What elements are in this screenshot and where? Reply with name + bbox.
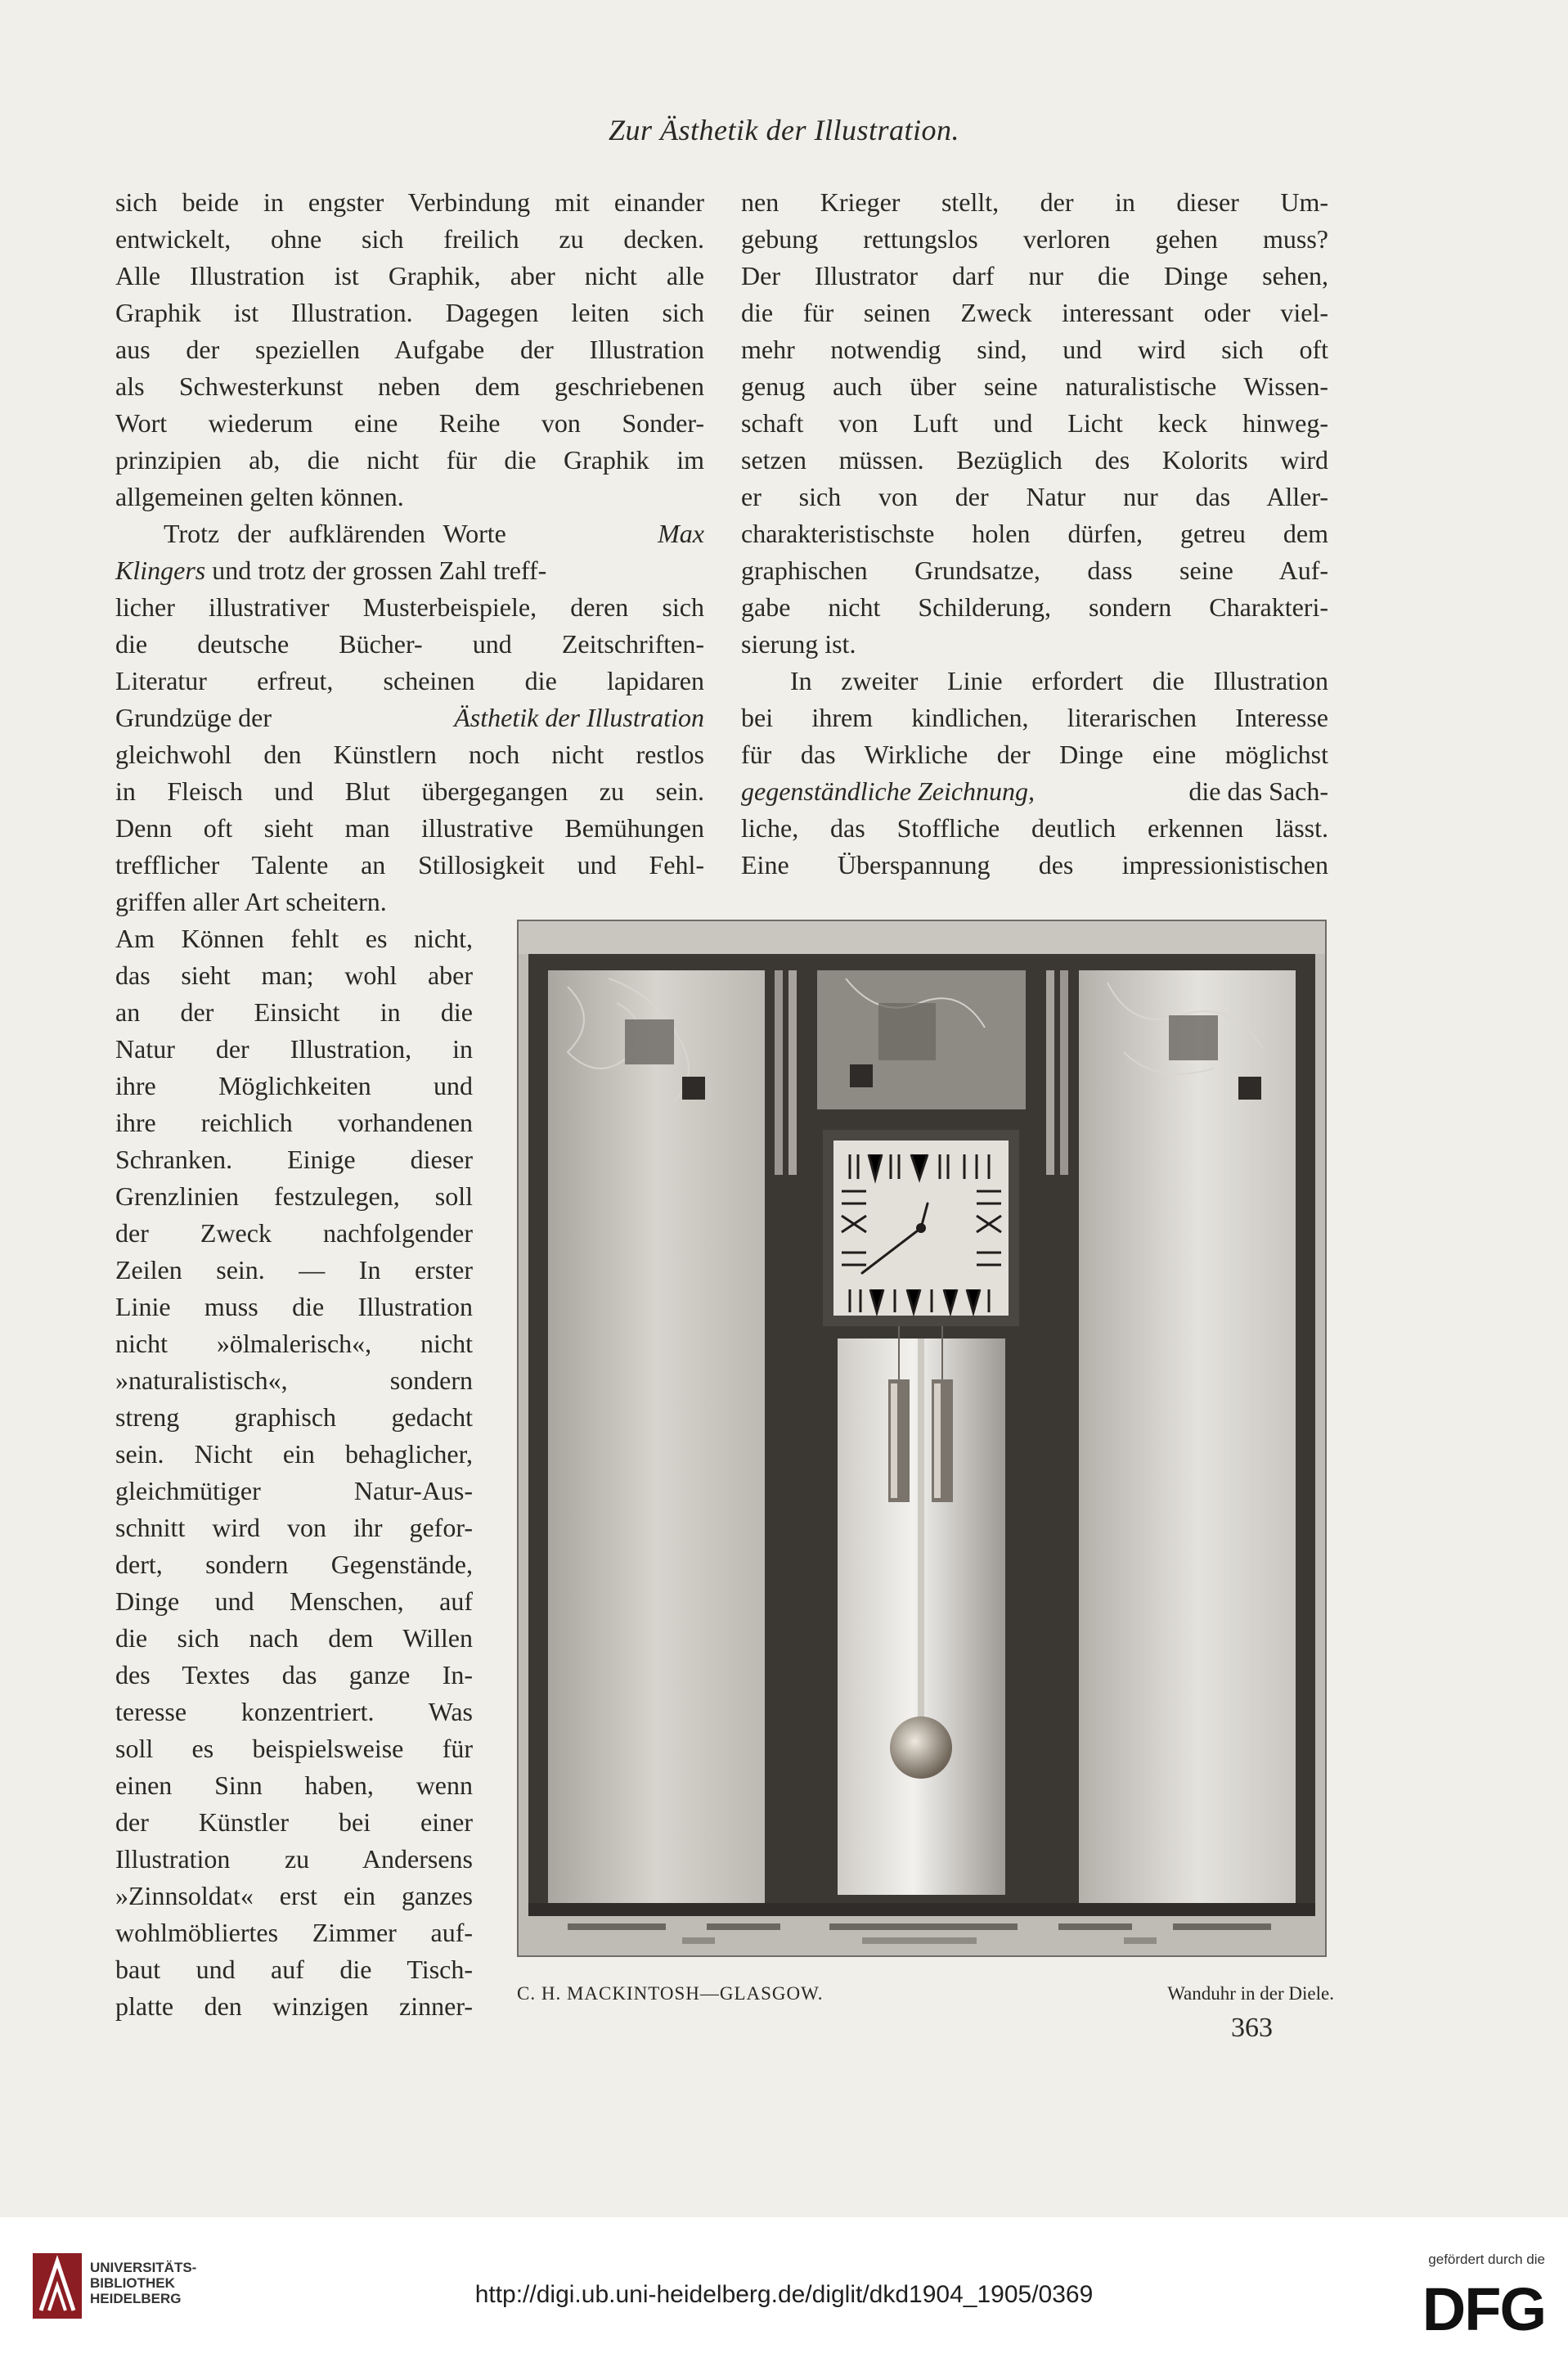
text-line: Schranken. Einige dieser — [115, 1145, 473, 1174]
text-line: dert, sondern Gegenstände, — [115, 1550, 473, 1579]
running-head: Zur Ästhetik der Illustration. — [609, 114, 959, 146]
text-line: schnitt wird von ihr gefor- — [115, 1513, 473, 1542]
text-line: mehr notwendig sind, und wird sich oft — [741, 335, 1328, 364]
text-line: schaft von Luft und Licht keck hinweg- — [741, 408, 1328, 438]
text-line: ihre Möglichkeiten und — [115, 1071, 473, 1100]
text-line — [115, 700, 704, 736]
text-line: sein. Nicht ein behaglicher, — [115, 1439, 473, 1469]
text-line: Eine Überspannung des impressionistischen — [741, 850, 1328, 880]
text-span: die das Sach- — [1188, 776, 1328, 806]
text-line: an der Einsicht in die — [115, 997, 473, 1027]
text-line: prinzipien ab, die nicht für die Graphik im — [115, 445, 704, 475]
page-number: 363 — [1231, 2013, 1273, 2043]
plate-title-caption: Wanduhr in der Diele. — [1167, 1983, 1334, 2004]
text-line: trefflicher Talente an Stillosigkeit und Fehl- — [115, 850, 704, 880]
text-line: der Künstler bei einer — [115, 1807, 473, 1837]
text-line: einen Sinn haben, wenn — [115, 1770, 473, 1800]
text-line: »naturalistisch«, sondern — [115, 1365, 473, 1395]
wall-clock-photo — [519, 921, 1325, 1955]
text-line: graphischen Grundsatze, dass seine Auf- — [741, 556, 1328, 585]
text-line: Wort wiederum eine Reihe von Sonder- — [115, 408, 704, 438]
text-line: nen Krieger stellt, der in dieser Um- — [741, 187, 1328, 217]
text-line: allgemeinen gelten können. — [115, 482, 404, 511]
ub-line: UNIVERSITÄTS- — [90, 2260, 197, 2275]
italic-name: Max — [658, 519, 704, 548]
ub-line: BIBLIOTHEK — [90, 2275, 175, 2291]
text-line: licher illustrativer Musterbeispiele, deren sich — [115, 592, 704, 622]
text-line: »Zinnsoldat« erst ein ganzes — [115, 1881, 473, 1910]
text-line: bei ihrem kindlichen, literarischen Interesse — [741, 703, 1328, 732]
text-line: Dinge und Menschen, auf — [115, 1586, 473, 1616]
text-line: ihre reichlich vorhandenen — [115, 1108, 473, 1137]
text-line: aus der speziellen Aufgabe der Illustration — [115, 335, 704, 364]
text-line — [164, 515, 704, 551]
text-line: gabe nicht Schilderung, sondern Charakteri- — [741, 592, 1328, 622]
text-line: die für seinen Zweck interessant oder viel- — [741, 298, 1328, 327]
text-span: Grundzüge der — [115, 703, 272, 732]
illustration-plate — [517, 920, 1327, 1957]
text-line: nicht »ölmalerisch«, nicht — [115, 1329, 473, 1358]
text-line: Denn oft sieht man illustrative Bemühungen — [115, 813, 704, 843]
text-line: gleichwohl den Künstlern noch nicht restlos — [115, 740, 704, 769]
text-line: Alle Illustration ist Graphik, aber nicht alle — [115, 261, 704, 290]
italic-title: Ästhetik der Illustration — [454, 703, 704, 732]
text-line: die deutsche Bücher- und Zeitschriften- — [115, 629, 704, 659]
text-line: sierung ist. — [741, 629, 856, 659]
text-line: in Fleisch und Blut übergegangen zu sein. — [115, 776, 704, 806]
ub-line: HEIDELBERG — [90, 2291, 182, 2306]
text-line: In zweiter Linie erfordert die Illustration — [790, 666, 1328, 695]
funding-note: gefördert durch die — [1428, 2252, 1545, 2267]
text-line: streng graphisch gedacht — [115, 1402, 473, 1432]
text-line: setzen müssen. Bezüglich des Kolorits wird — [741, 445, 1328, 475]
text-line: Am Können fehlt es nicht, — [115, 924, 473, 953]
text-span: und trotz der grossen Zahl treff- — [205, 556, 547, 585]
text-line: Graphik ist Illustration. Dagegen leiten sich — [115, 298, 704, 327]
text-line: der Zweck nachfolgender — [115, 1218, 473, 1248]
text-line: platte den winzigen zinner- — [115, 1991, 473, 2021]
italic-name: Klingers — [115, 556, 206, 585]
text-line: gleichmütiger Natur-Aus- — [115, 1476, 473, 1505]
text-line: genug auch über seine naturalistische Wissen- — [741, 371, 1328, 401]
text-line: griffen aller Art scheitern. — [115, 887, 387, 916]
text-line: entwickelt, ohne sich freilich zu decken. — [115, 224, 704, 254]
text-line: Der Illustrator darf nur die Dinge sehen, — [741, 261, 1328, 290]
text-line: liche, das Stoffliche deutlich erkennen lässt. — [741, 813, 1328, 843]
text-line: baut und auf die Tisch- — [115, 1955, 473, 1984]
plate-credit-caption: C. H. MACKINTOSH—GLASGOW. — [517, 1983, 824, 2004]
digital-library-footer — [0, 2217, 1568, 2353]
text-line — [741, 773, 1328, 809]
text-line: das sieht man; wohl aber — [115, 961, 473, 990]
dfg-logo: DFG — [1422, 2275, 1545, 2343]
text-line — [115, 552, 704, 588]
text-line: soll es beispielsweise für — [115, 1734, 473, 1763]
text-line: sich beide in engster Verbindung mit einander — [115, 187, 704, 217]
text-line: Natur der Illustration, in — [115, 1034, 473, 1064]
text-line: Literatur erfreut, scheinen die lapidaren — [115, 666, 704, 695]
text-line: die sich nach dem Willen — [115, 1623, 473, 1653]
text-line: des Textes das ganze In- — [115, 1660, 473, 1689]
text-line: charakteristischste holen dürfen, getreu dem — [741, 519, 1328, 548]
text-line: Linie muss die Illustration — [115, 1292, 473, 1321]
permalink-url[interactable]: http://digi.ub.uni-heidelberg.de/diglit/dkd1904_1905/0369 — [474, 2281, 1094, 2308]
text-line: Grenzlinien festzulegen, soll — [115, 1181, 473, 1211]
text-line: teresse konzentriert. Was — [115, 1697, 473, 1726]
text-line: Zeilen sein. — In erster — [115, 1255, 473, 1284]
text-line: wohlmöbliertes Zimmer auf- — [115, 1918, 473, 1947]
text-line: gebung rettungslos verloren gehen muss? — [741, 224, 1328, 254]
text-line: Illustration zu Andersens — [115, 1844, 473, 1874]
text-span: Trotz der aufklärenden Worte — [164, 519, 506, 548]
italic-term: gegenständliche Zeichnung, — [741, 776, 1036, 806]
text-line: für das Wirkliche der Dinge eine möglichst — [741, 740, 1328, 769]
text-line: er sich von der Natur nur das Aller- — [741, 482, 1328, 511]
text-line: als Schwesterkunst neben dem geschriebenen — [115, 371, 704, 401]
